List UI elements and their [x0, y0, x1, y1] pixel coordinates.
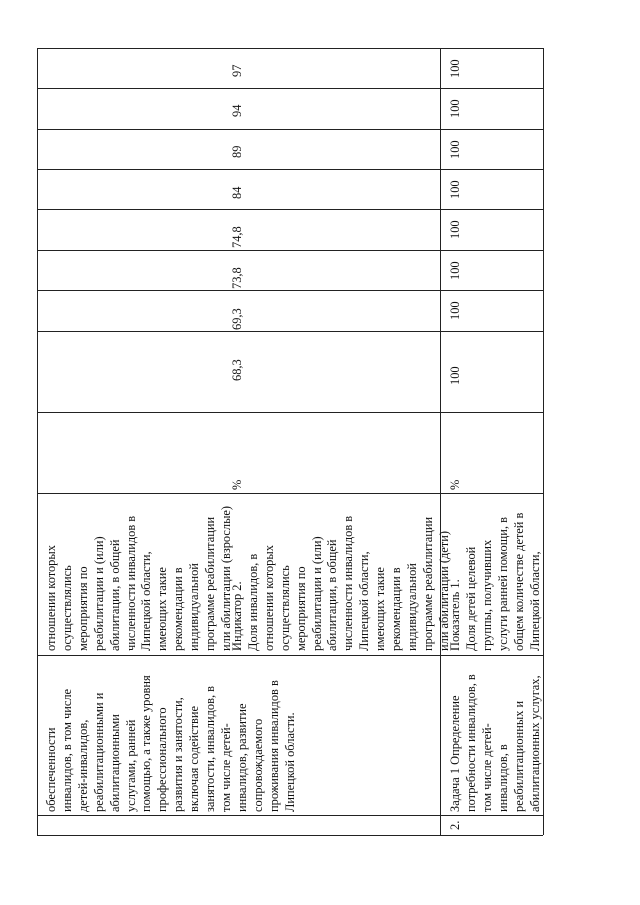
table-col-line	[37, 250, 543, 251]
row1-unit: %	[230, 479, 244, 490]
row2-value-2: 100	[448, 366, 462, 385]
row1-indicator2-text: Индикатор 2. Доля инвалидов, в отношении которых осуществлялись мероприятия по реабилитации и (или) абилитации, в общей численности инвалидов в Липецкой области, имеющих такие рекомендации в индивидуальной программе реабилитации или абилитации (дети)	[230, 515, 451, 651]
row2-number: 2.	[448, 820, 462, 830]
row1-task-text: обеспеченности инвалидов, в том числе детей-инвалидов, реабилитационными и абилитационными услугами, ранней помощью, а также уровня профессионального развития и занятости, включая содействие занятости, инвалидов, в том числе детей- инвалидов, развитие сопровождаемого проживания инвалидов в Липецкой области.	[44, 675, 297, 812]
table-col-line	[37, 655, 543, 656]
table-border-left	[37, 48, 38, 835]
row1-value-5: 74,8	[230, 226, 244, 248]
table-col-line	[37, 331, 543, 332]
table-col-line	[37, 815, 543, 816]
table-row-line	[440, 48, 441, 835]
row2-value-7: 100	[448, 140, 462, 159]
row2-value-9: 100	[448, 59, 462, 78]
table-col-line	[37, 129, 543, 130]
table-col-line	[37, 209, 543, 210]
table-col-line	[37, 169, 543, 170]
row2-value-3: 100	[448, 301, 462, 320]
row1-value-6: 84	[230, 186, 244, 199]
row2-value-5: 100	[448, 220, 462, 239]
table-border-top	[37, 48, 543, 49]
row1-value-7: 89	[230, 145, 244, 158]
row2-value-6: 100	[448, 180, 462, 199]
row2-value-8: 100	[448, 99, 462, 118]
table-border-bottom	[37, 835, 543, 836]
row1-value-3: 69,3	[230, 308, 244, 330]
row2-unit: %	[448, 479, 462, 490]
row1-value-8: 94	[230, 104, 244, 117]
table-col-line	[37, 493, 543, 494]
row2-value-4: 100	[448, 261, 462, 280]
row2-indicator-text: Показатель 1. Доля детей целевой группы, получивших услуги ранней помощи, в общем количестве детей в Липецкой области,	[448, 512, 542, 651]
table-col-line	[37, 412, 543, 413]
table-col-line	[37, 290, 543, 291]
table-col-line	[37, 88, 543, 89]
row1-value-9: 97	[230, 64, 244, 77]
row1-value-4: 73,8	[230, 267, 244, 289]
row1-indicator1-text: отношении которых осуществлялись мероприятия по реабилитации и (или) абилитации, в общей численности инвалидов в Липецкой области, имеющих такие рекомендации в индивидуальной программе реабилитации или абилитации (взрослые)	[44, 505, 233, 651]
row2-task-text: Задача 1 Определение потребности инвалидов, в том числе детей- инвалидов, в реабилитационных и абилитационных услугах,	[448, 674, 542, 812]
row1-value-2: 68,3	[230, 359, 244, 381]
